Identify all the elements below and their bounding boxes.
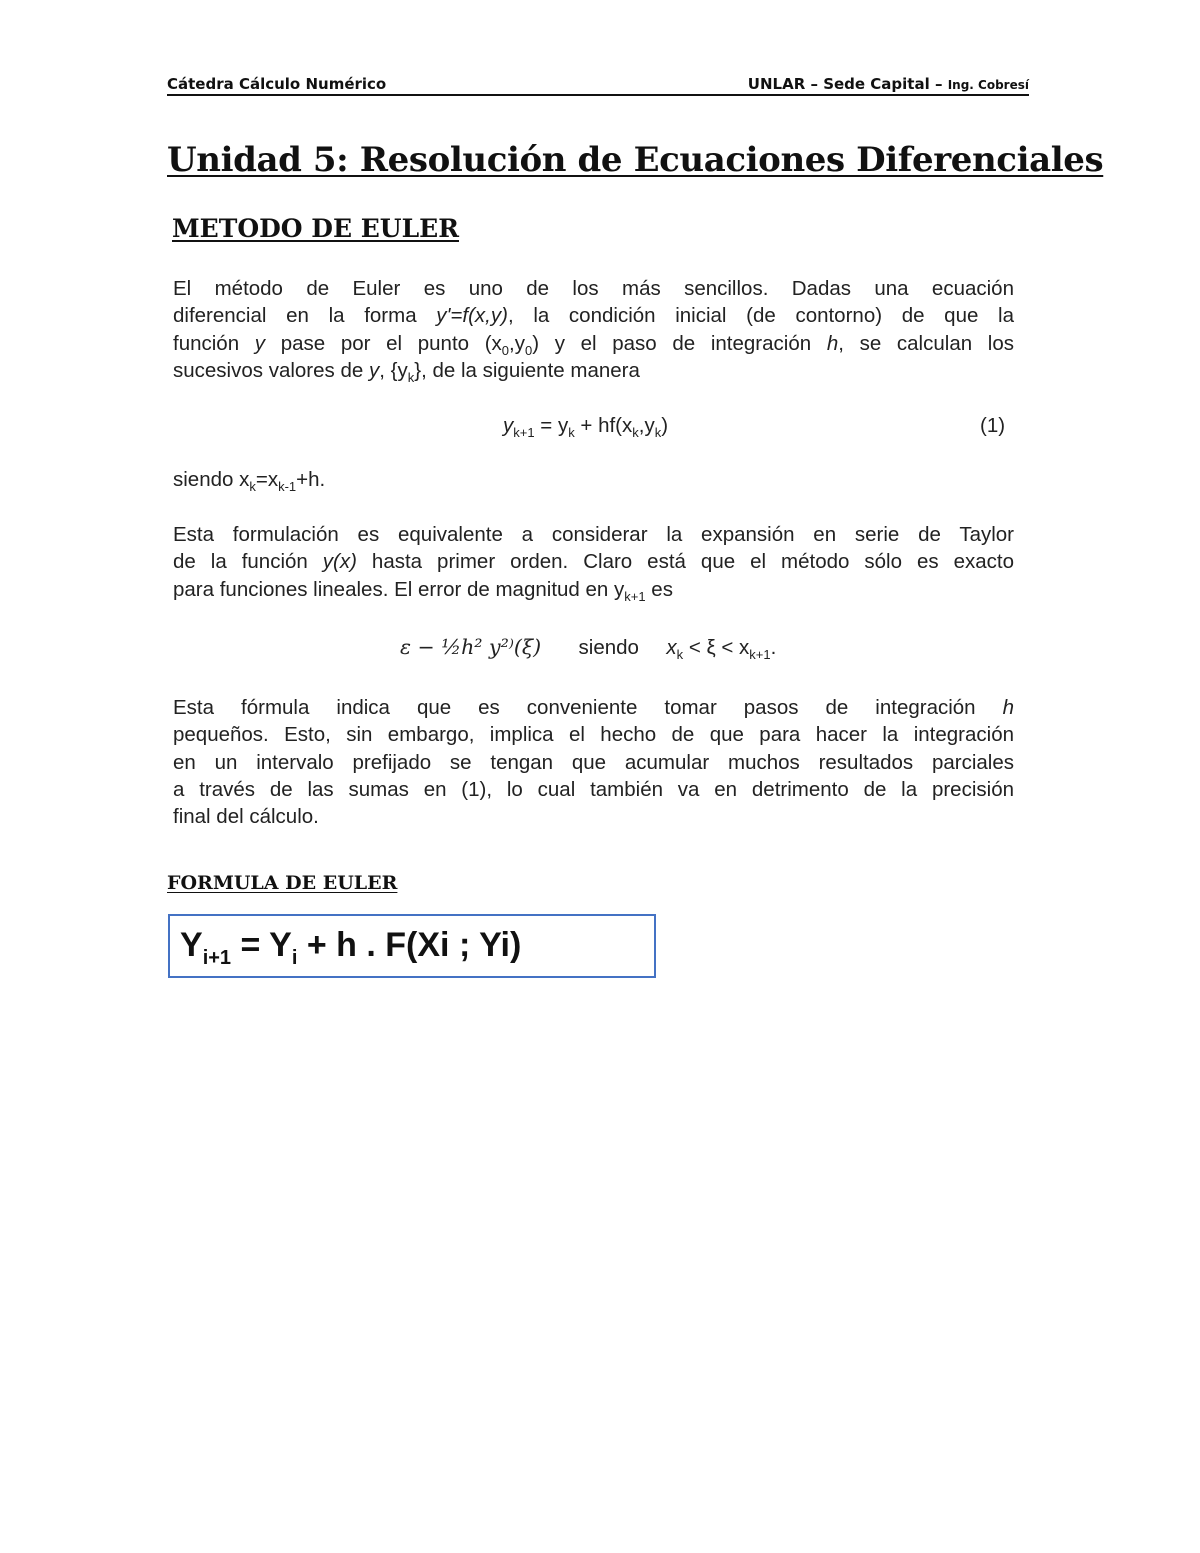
conclusion-paragraph: Esta fórmula indica que es conveniente tomar pasos de integración h pequeños. Esto, sin embargo, implica el hecho de que para hacer la integración en un intervalo prefijado se tengan que acumular muchos resultados parciales a través de las sumas en (1), lo cual también va en detrimento de la precisión final del cálculo.	[173, 696, 1014, 829]
euler-equation: $y_{k+1} = y_k + hf(x_k,y_k)$	[503, 414, 669, 441]
formula-title: FORMULA DE EULER	[167, 872, 398, 894]
euler-formula: $Y_{i+1} = Y_i + h$ . F(Xi ; Yi)	[180, 926, 522, 969]
header-institution: UNLAR – Sede Capital – Ing. Cobresí	[747, 75, 1029, 93]
siendo-line: siendo $x_k=x_{k-1}+h$.	[173, 468, 326, 495]
intro-paragraph: El método de Euler es uno de los más sencillos. Dadas una ecuación diferencial en la forma y'=f(x,y), la condición inicial (de contorno) de que la función y pase por el punto $(x_0,y_0)$ y el paso de integración h, se calculan los sucesivos valores de y, $\{y_k\}$, de la siguiente manera	[173, 277, 1014, 385]
error-equation: ε − ½h² y²⁾(ξ) siendo $x_k < \xi < x_{k+1}$.	[400, 635, 777, 663]
page-header	[167, 73, 1029, 96]
section-title: METODO DE EULER	[172, 214, 459, 243]
page-title: Unidad 5: Resolución de Ecuaciones Diferenciales	[167, 140, 1104, 180]
euler-formula-box	[168, 914, 656, 978]
taylor-paragraph: Esta formulación es equivalente a considerar la expansión en serie de Taylor de la función y(x) hasta primer orden. Claro está que el método sólo es exacto para funciones lineales. El error de magnitud en $y_{k+1}$ es	[173, 523, 1014, 604]
header-course: Cátedra Cálculo Numérico	[167, 75, 387, 93]
error-formula: ε − ½h² y²⁾(ξ)	[400, 635, 542, 659]
equation-number: (1)	[980, 414, 1006, 437]
header-author: Ing. Cobresí	[947, 78, 1029, 92]
